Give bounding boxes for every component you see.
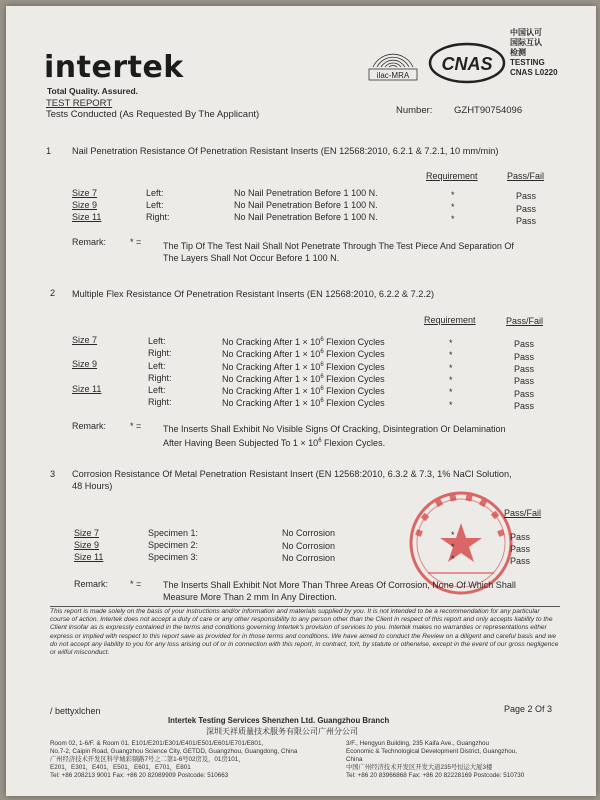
s1-row-2-req: * — [451, 202, 455, 212]
s2-row-6-result: No Cracking After $1 \times 10^6$ Flexion Cycles — [222, 398, 385, 408]
section-1-title: Nail Penetration Resistance Of Penetration Resistant Inserts (EN 12568:2010, 6.2.1 & 7.2.1, 10 mm/min) — [72, 146, 499, 156]
s3-row-2-req: * — [451, 542, 455, 552]
s3-remark-line-1: The Inserts Shall Exhibit Not More Than Three Areas Of Corrosion, None Of Which Shall — [163, 580, 516, 590]
s2-remark-line-2: After Having Been Subjected To $1 \times 10^6$ Flexion Cycles. — [163, 438, 386, 448]
address-right: 3/F., Hengyun Building, 235 Kaifa Ave., Guangzhou Economic & Technological Development District, Guangzhou, China 中国广州经济技术开发区开发大道235号恒运大厦3楼 Tel: +86 20 83966868 Fax: +86 20 82228169 Postcode: 510730 — [346, 740, 525, 779]
s2-row-2-result: No Cracking After $1 \times 10^6$ Flexion Cycles — [222, 349, 385, 359]
intertek-logo: intertek — [44, 50, 184, 85]
requirement-header: Requirement — [426, 171, 478, 181]
s1-row-3-req: * — [451, 214, 455, 224]
s3-row-3-req: * — [451, 554, 455, 564]
s2-remark-label: Remark: — [72, 421, 107, 431]
s3-remark-label: Remark: — [74, 579, 109, 589]
s2-row-3-pf: Pass — [514, 364, 535, 374]
tagline: Total Quality. Assured. — [47, 86, 138, 96]
s3-row-1-pf: Pass — [510, 532, 531, 542]
s3-row-3-spec: Specimen 3: — [148, 552, 199, 562]
s1-row-2-side: Left: — [146, 200, 164, 210]
s1-row-3-side: Right: — [146, 212, 170, 222]
section-1-number: 1 — [46, 146, 52, 156]
s2-row-5-req: * — [449, 387, 453, 397]
s2-remark-mark: * = — [130, 421, 142, 431]
cnas-label: CNAS — [441, 54, 493, 74]
section-2-title: Multiple Flex Resistance Of Penetration Resistant Inserts (EN 12568:2010, 6.2.2 & 7.2.2) — [72, 289, 435, 299]
s3-row-3-size: Size 11 — [74, 552, 104, 562]
passfail-header-3: Pass/Fail — [504, 508, 542, 518]
report-page — [6, 6, 596, 796]
s2-row-4-pf: Pass — [514, 376, 535, 386]
s2-row-6-req: * — [449, 400, 453, 410]
s2-row-1-side: Left: — [148, 336, 166, 346]
s3-row-3-pf: Pass — [510, 556, 531, 566]
s1-row-3-size: Size 11 — [72, 212, 102, 222]
page-number: Page 2 Of 3 — [504, 704, 553, 714]
s2-row-2-side: Right: — [148, 348, 172, 358]
ilac-label: ilac-MRA — [376, 71, 410, 80]
s1-row-1-result: No Nail Penetration Before 1 100 N. — [234, 188, 378, 198]
ilac-mra-logo — [363, 39, 423, 83]
s2-row-2-req: * — [449, 350, 453, 360]
s1-row-1-pf: Pass — [516, 191, 537, 201]
author: / bettyxlchen — [50, 706, 101, 716]
cnas-accreditation-text: 中国认可 国际互认 检测 TESTING CNAS L0220 — [510, 28, 558, 77]
s1-row-2-result: No Nail Penetration Before 1 100 N. — [234, 200, 378, 210]
section-2-number: 2 — [50, 288, 56, 298]
s2-row-5-pf: Pass — [514, 389, 535, 399]
s3-row-1-spec: Specimen 1: — [148, 528, 199, 538]
report-label: TEST REPORT — [46, 98, 113, 109]
s3-row-1-size: Size 7 — [74, 528, 100, 538]
address-left: Room 02, 1-6/F. & Room 01, E101/E201/E301/E401/E501/E601/E701/E801, No.7-2, Caipin Road, Guangzhou Science City, GETDD, Guangzhou, Guangdong, China 广州经济技术开发区科学城彩频路7号之二第1-6号02房及，01房101， E201，E301，E401，E501，E601，E701，E801 Tel: +86 208213 9001 Fax: +86 20 82089909 Postcode: 510663 — [50, 740, 298, 779]
s3-row-3-result: No Corrosion — [282, 553, 336, 563]
s2-row-4-req: * — [449, 375, 453, 385]
requirement-header-2: Requirement — [424, 315, 476, 325]
s2-remark-line-1: The Inserts Shall Exhibit No Visible Signs Of Cracking, Disintegration Or Delamination — [163, 424, 506, 434]
s2-row-6-pf: Pass — [514, 401, 535, 411]
company-name-cn: 深圳天祥质量技术服务有限公司广州分公司 — [206, 727, 358, 736]
s2-row-5-side: Left: — [148, 385, 166, 395]
s1-row-1-size: Size 7 — [72, 188, 98, 198]
report-number: GZHT90754096 — [454, 105, 523, 116]
s1-remark-label: Remark: — [72, 237, 107, 247]
passfail-header-2: Pass/Fail — [506, 316, 544, 326]
s1-remark-mark: * = — [130, 237, 142, 247]
s3-remark-mark: * = — [130, 579, 142, 589]
s3-remark-line-2: Measure More Than 2 mm In Any Direction. — [163, 592, 337, 602]
conducted-text: Tests Conducted (As Requested By The Applicant) — [46, 109, 260, 120]
s2-row-3-req: * — [449, 363, 453, 373]
s1-row-1-side: Left: — [146, 188, 164, 198]
s2-row-5-size: Size 11 — [72, 384, 102, 394]
s1-row-2-pf: Pass — [516, 204, 537, 214]
s2-row-6-side: Right: — [148, 397, 172, 407]
s1-row-1-req: * — [451, 190, 455, 200]
s2-row-2-pf: Pass — [514, 352, 535, 362]
cnas-logo — [428, 42, 506, 84]
s2-row-3-size: Size 9 — [72, 359, 98, 369]
legal-disclaimer: This report is made solely on the basis of your instructions and/or information and materials supplied by you. It is not intended to be a recommendation for any particular course of action. Intertek does not accept a duty of care or any other responsibility to any person other than the Client in respect of this report and only accepts liability to the Client insofar as is expressly contained in the terms and conditions governing Intertek's provision of services to you. Intertek makes no warranties or representations either express or implied with respect to this report save as provided for in those terms and conditions. We have aimed to conduct the Review on a diligent and careful basis and we do not accept any liability to you for any loss arising out of or in connection with this report, in contract, tort, by statute or otherwise, except in the event of our gross negligence or wilful misconduct. — [50, 608, 559, 657]
s2-row-1-pf: Pass — [514, 339, 535, 349]
section-3-title-2: 48 Hours) — [72, 481, 113, 491]
s1-remark-line-2: The Layers Shall Not Occur Before 1 100 N. — [163, 253, 340, 263]
s3-row-1-req: * — [451, 530, 455, 540]
s2-row-4-side: Right: — [148, 373, 172, 383]
passfail-header: Pass/Fail — [507, 171, 545, 181]
s3-row-2-size: Size 9 — [74, 540, 100, 550]
s2-row-5-result: No Cracking After $1 \times 10^6$ Flexion Cycles — [222, 386, 385, 396]
s2-row-1-size: Size 7 — [72, 335, 98, 345]
s3-row-1-result: No Corrosion — [282, 528, 336, 538]
s2-row-1-req: * — [449, 338, 453, 348]
number-label: Number: — [396, 105, 433, 116]
s3-row-2-spec: Specimen 2: — [148, 540, 199, 550]
s2-row-4-result: No Cracking After $1 \times 10^6$ Flexion Cycles — [222, 374, 385, 384]
s3-row-2-result: No Corrosion — [282, 541, 336, 551]
s3-row-2-pf: Pass — [510, 544, 531, 554]
s2-row-1-result: No Cracking After $1 \times 10^6$ Flexion Cycles — [222, 337, 385, 347]
section-3-title-1: Corrosion Resistance Of Metal Penetration Resistant Insert (EN 12568:2010, 6.3.2 & 7.3, 1% NaCl Solution, — [72, 469, 512, 479]
company-name: Intertek Testing Services Shenzhen Ltd. Guangzhou Branch — [168, 716, 390, 725]
s1-row-2-size: Size 9 — [72, 200, 98, 210]
section-3-number: 3 — [50, 469, 56, 479]
s2-row-3-side: Left: — [148, 361, 166, 371]
s1-row-3-result: No Nail Penetration Before 1 100 N. — [234, 212, 378, 222]
s1-row-3-pf: Pass — [516, 216, 537, 226]
s1-remark-line-1: The Tip Of The Test Nail Shall Not Penetrate Through The Test Piece And Separation Of — [163, 241, 514, 251]
s2-row-3-result: No Cracking After $1 \times 10^6$ Flexion Cycles — [222, 362, 385, 372]
